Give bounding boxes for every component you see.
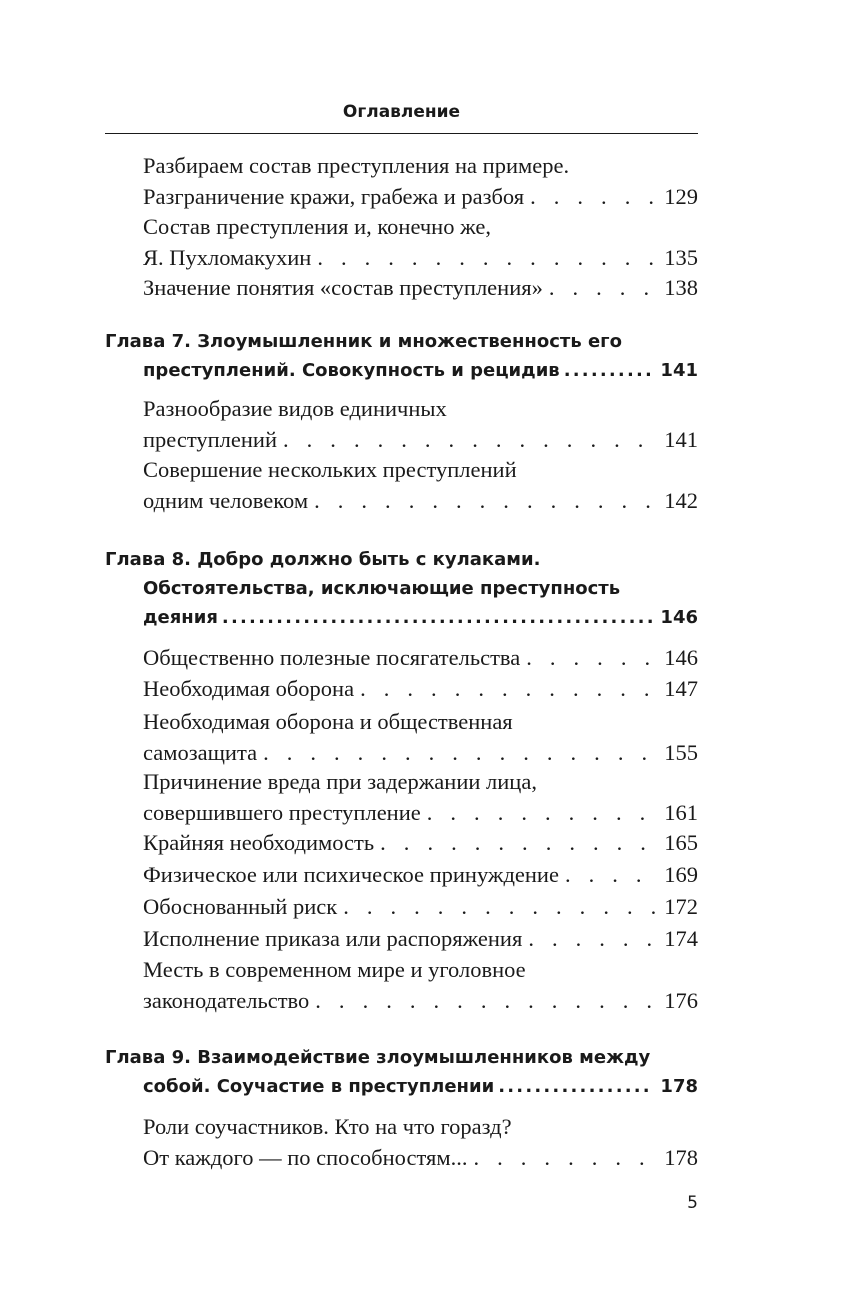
toc-entry-title: Я. Пухломакухин	[143, 245, 312, 270]
toc-entry-title: самозащита	[143, 740, 258, 765]
dot-leader	[564, 356, 653, 385]
dot-leader	[380, 827, 656, 858]
toc-entry-title: Разграничение кражи, грабежа и разбоя	[143, 184, 525, 209]
page-number: 178	[664, 1145, 698, 1170]
toc-entry-title: законодательство	[143, 988, 310, 1013]
toc-entry-title: преступлений	[143, 427, 277, 452]
toc-chapter	[105, 1043, 698, 1101]
page-number: 147	[664, 676, 698, 701]
page-number: 178	[660, 1076, 698, 1097]
page-number: 165	[664, 830, 698, 855]
dot-leader	[222, 603, 653, 632]
toc-entry	[143, 642, 698, 673]
dot-leader	[530, 181, 656, 212]
running-head: Оглавление	[342, 102, 461, 122]
dot-leader	[360, 673, 656, 704]
toc-entry	[143, 923, 698, 954]
dot-leader	[343, 891, 656, 922]
toc-entry-title: Физическое или психическое принуждение	[143, 862, 559, 887]
chapter-title-line: Глава 7. Злоумышленник и множественность его	[105, 331, 622, 352]
page-number: 161	[664, 800, 698, 825]
chapter-title: преступлений. Совокупность и рецидив	[143, 360, 560, 381]
page-number: 146	[664, 645, 698, 670]
page-number: 172	[664, 894, 698, 919]
page-number: 169	[664, 862, 698, 887]
toc-entry	[143, 891, 698, 922]
toc-entry-title: Общественно полезные посягательства	[143, 645, 521, 670]
page-number: 176	[664, 988, 698, 1013]
toc-entry-title-line: Разбираем состав преступления на примере.	[143, 153, 570, 178]
chapter-title-line: Обстоятельства, исключающие преступность	[143, 578, 621, 599]
toc-entry-title: Необходимая оборона	[143, 676, 355, 701]
dot-leader	[565, 859, 656, 890]
chapter-title-line: Глава 8. Добро должно быть с кулаками.	[105, 549, 541, 570]
toc-entry-title: Значение понятия «состав преступления»	[143, 275, 543, 300]
toc-entry-title: Обоснованный риск	[143, 894, 338, 919]
dot-leader	[283, 424, 656, 455]
dot-leader	[314, 485, 656, 516]
page-number: 174	[664, 926, 698, 951]
toc-entry-title: совершившего преступление	[143, 800, 421, 825]
toc-entry-title-line: Разнообразие видов единичных	[143, 396, 447, 421]
dot-leader	[427, 797, 657, 828]
toc-entry-title: Крайняя необходимость	[143, 830, 375, 855]
dot-leader	[549, 272, 656, 303]
dot-leader	[528, 923, 656, 954]
toc-entry	[143, 211, 698, 273]
toc-entry-title: От каждого — по способностям...	[143, 1145, 468, 1170]
chapter-title: деяния	[143, 607, 218, 628]
chapter-title: собой. Соучастие в преступлении	[143, 1076, 495, 1097]
page-number: 129	[664, 184, 698, 209]
toc-entry-title-line: Причинение вреда при задержании лица,	[143, 769, 537, 794]
toc-chapter	[105, 327, 698, 385]
dot-leader	[498, 1072, 652, 1101]
toc-entry-title-line: Совершение нескольких преступлений	[143, 457, 517, 482]
page-number: 146	[660, 607, 698, 628]
toc-entry-title: одним человеком	[143, 488, 309, 513]
toc-entry	[143, 673, 698, 704]
toc-entry	[143, 393, 698, 455]
toc-entry	[143, 454, 698, 516]
toc-entry	[143, 827, 698, 858]
toc-entry-title-line: Роли соучастников. Кто на что горазд?	[143, 1114, 512, 1139]
toc-entry	[143, 766, 698, 828]
page-number: 142	[664, 488, 698, 513]
chapter-title-line: Глава 9. Взаимодействие злоумышленников между	[105, 1047, 651, 1068]
toc-entry	[143, 272, 698, 303]
folio-page-number: 5	[687, 1193, 698, 1213]
toc-chapter	[105, 545, 698, 632]
page-number: 141	[660, 360, 698, 381]
toc-entry-title: Исполнение приказа или распоряжения	[143, 926, 523, 951]
page-number: 135	[664, 245, 698, 270]
dot-leader	[263, 737, 656, 768]
page-number: 141	[664, 427, 698, 452]
dot-leader	[317, 242, 656, 273]
toc-entry-title-line: Состав преступления и, конечно же,	[143, 214, 491, 239]
toc-entry	[143, 706, 698, 768]
toc-entry-title-line: Необходимая оборона и общественная	[143, 709, 513, 734]
toc-entry	[143, 150, 698, 212]
toc-entry	[143, 954, 698, 1016]
toc-entry-title-line: Месть в современном мире и уголовное	[143, 957, 526, 982]
page-number: 138	[664, 275, 698, 300]
dot-leader	[315, 985, 656, 1016]
page-number: 155	[664, 740, 698, 765]
dot-leader	[526, 642, 656, 673]
toc-entry	[143, 1111, 698, 1173]
toc-entry	[143, 859, 698, 890]
header-rule	[105, 133, 698, 134]
dot-leader	[473, 1142, 656, 1173]
